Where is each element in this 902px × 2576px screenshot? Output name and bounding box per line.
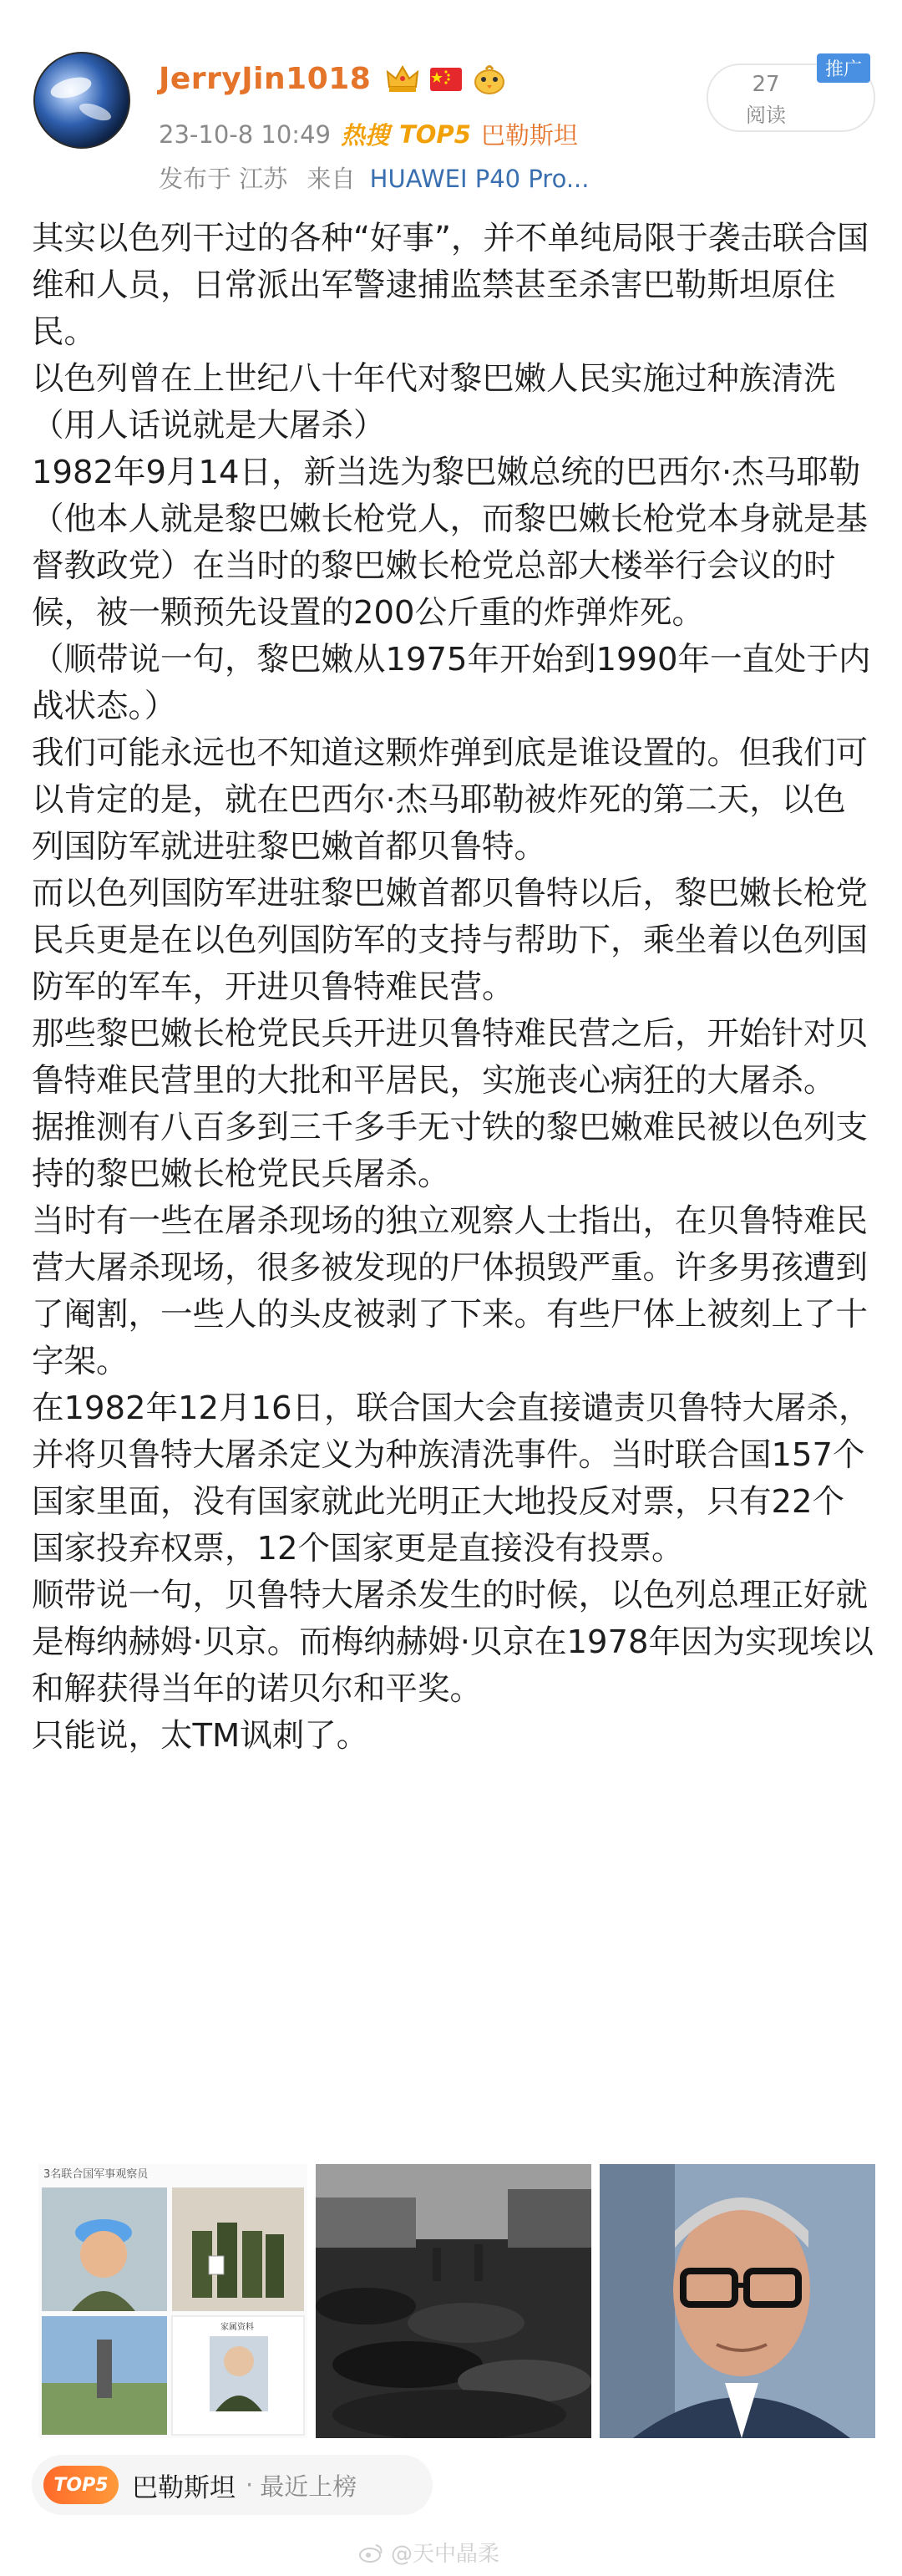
post-image-massacre-scene[interactable] <box>316 2164 591 2438</box>
avatar-earth-cloud <box>77 100 113 124</box>
post-paragraph: 那些黎巴嫩长枪党民兵开进贝鲁特难民营之后，开始针对贝鲁特难民营里的大批和平居民，实施丧心病狂的大屠杀。 <box>32 1015 869 1100</box>
hot-search-label[interactable]: 热搜 <box>340 121 389 150</box>
bw-massacre-photo <box>316 2164 591 2438</box>
author-avatar[interactable] <box>33 52 130 149</box>
read-count: 27 <box>752 72 780 97</box>
post-header <box>0 0 902 209</box>
post-source-label: 来自 <box>307 165 356 193</box>
post-timestamp: 23-10-8 10:49 <box>159 119 331 149</box>
topic-chip-name: 巴勒斯坦 <box>132 2472 236 2503</box>
post-device-link[interactable]: HUAWEI P40 Pro... <box>369 165 590 193</box>
topic-chip-separator: · <box>246 2471 254 2499</box>
post-paragraph: 顺带说一句，贝鲁特大屠杀发生的时候，以色列总理正好就是梅纳赫姆·贝京。而梅纳赫姆·贝京在1978年因为实现埃以和解获得当年的诺贝尔和平奖。 <box>32 1577 874 1708</box>
post-body <box>32 216 875 1760</box>
image-caption: 3名联合国军事观察员 <box>43 2168 149 2181</box>
china-flag-badge-icon[interactable] <box>428 62 464 97</box>
crown-badge-icon[interactable] <box>384 62 421 97</box>
hot-topic-link[interactable]: 巴勒斯坦 <box>480 121 578 150</box>
post-paragraph: 其实以色列干过的各种“好事”，并不单纯局限于袭击联合国维和人员，日常派出军警逮捕监禁甚至杀害巴勒斯坦原住民。 <box>32 220 869 351</box>
author-name[interactable]: JerryJin1018 <box>159 62 372 96</box>
post-paragraph: 当时有一些在屠杀现场的独立观察人士指出，在贝鲁特难民营大屠杀现场，很多被发现的尸体损毁严重。许多男孩遭到了阉割，一些人的头皮被剥了下来。有些尸体上被刻上了十字架。 <box>32 1202 869 1380</box>
promo-badge[interactable]: 推广 <box>817 53 870 83</box>
chick-pet-badge-icon[interactable] <box>471 62 508 97</box>
top5-label[interactable]: TOP5 <box>399 119 471 149</box>
watermark-text: @天中晶柔 <box>391 2542 500 2567</box>
top5-fire-icon: TOP5 <box>43 2466 119 2504</box>
weibo-logo-icon <box>359 2542 384 2563</box>
post-paragraph: 以色列曾在上世纪八十年代对黎巴嫩人民实施过种族清洗（用人话说就是大屠杀） <box>32 360 836 445</box>
watermark <box>359 2537 499 2568</box>
topic-chip-status: 最近上榜 <box>260 2472 357 2501</box>
topic-chip[interactable] <box>32 2455 433 2515</box>
post-paragraph: 据推测有八百多到三千多手无寸铁的黎巴嫩难民被以色列支持的黎巴嫩长枪党民兵屠杀。 <box>32 1109 869 1193</box>
post-paragraph: 而以色列国防军进驻黎巴嫩首都贝鲁特以后，黎巴嫩长枪党民兵更是在以色列国防军的支持与帮助下，乘坐着以色列国防军的军车，开进贝鲁特难民营。 <box>32 875 869 1006</box>
post-image-portrait[interactable] <box>600 2164 875 2438</box>
image-card-title: 家属资料 <box>220 2323 254 2332</box>
post-paragraph: 1982年9月14日，新当选为黎巴嫩总统的巴西尔·杰马耶勒（他本人就是黎巴嫩长枪党人，而黎巴嫩长枪党本身就是基督教政党）在当时的黎巴嫩长枪党总部大楼举行会议的时候，被一颗预先设置的200公斤重的炸弹炸死。 <box>32 454 869 632</box>
avatar-earth-cloud <box>48 74 94 102</box>
portrait-photo <box>600 2164 875 2438</box>
post-paragraph: 我们可能永远也不知道这颗炸弹到底是谁设置的。但我们可以肯定的是，就在巴西尔·杰马耶勒被炸死的第二天，以色列国防军就进驻黎巴嫩首都贝鲁特。 <box>32 734 869 866</box>
read-count-label: 阅读 <box>746 104 786 127</box>
post-paragraph: （顺带说一句，黎巴嫩从1975年开始到1990年一直处于内战状态。） <box>32 641 871 725</box>
un-observers-collage-image <box>38 2164 307 2438</box>
post-source-line <box>159 160 589 195</box>
post-paragraph: 在1982年12月16日，联合国大会直接谴责贝鲁特大屠杀，并将贝鲁特大屠杀定义为种族清洗事件。当时联合国157个国家里面，没有国家就此光明正大地投反对票，只有22个国家投弃权票，12个国家更是直接没有投票。 <box>32 1390 871 1567</box>
post-location: 发布于 江苏 <box>159 165 288 193</box>
author-badges <box>384 62 508 97</box>
post-image-grid <box>32 2164 875 2440</box>
post-paragraph: 只能说，太TM讽刺了。 <box>32 1717 369 1755</box>
post-meta-line <box>159 117 578 151</box>
post-image-un-observers[interactable] <box>38 2164 307 2438</box>
